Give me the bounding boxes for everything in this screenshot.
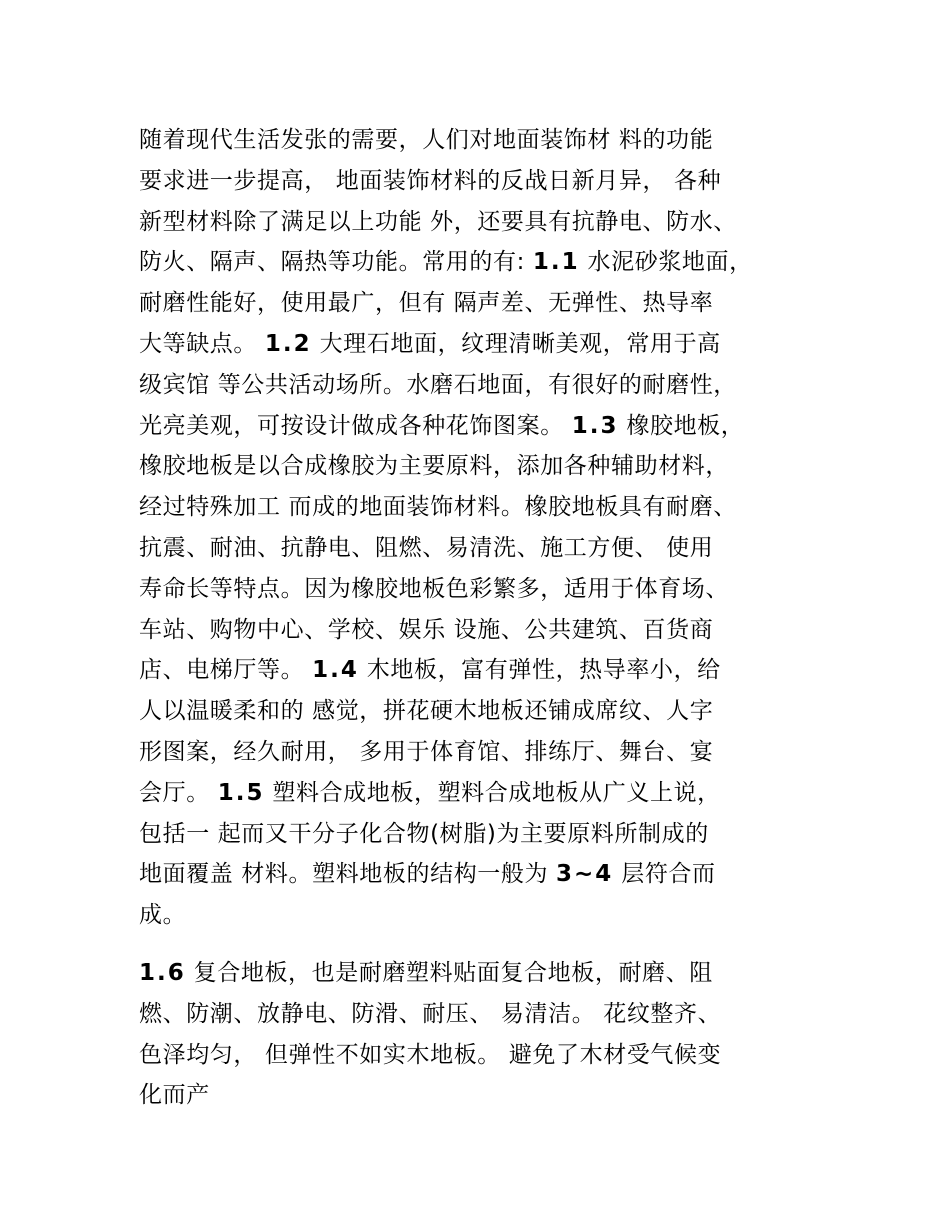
text-run: 色泽均匀， 但弹性不如实木地板。 避免了木材受气候变 [139,1041,722,1068]
text-run: 寿命长等特点。因为橡胶地板色彩繁多，适用于体育场、 [139,575,729,602]
text-line [139,994,839,1035]
text-run: 燃、防潮、放静电、防滑、耐压、 易清洁。 花纹整齐、 [139,1000,722,1027]
text-line [139,895,839,936]
text-run: 塑料合成地板，塑料合成地板从广义上说， [264,779,721,806]
text-run: 车站、购物中心、学校、娱乐 设施、公共建筑、百货商 [139,616,714,643]
text-run: 光亮美观，可按设计做成各种花饰图案。 [139,412,572,439]
text-run: 地面覆盖 材料。塑料地板的结构一般为 [139,861,557,888]
text-run: 新型材料除了满足以上功能 外，还要具有抗静电、防水、 [139,208,737,235]
text-run: 形图案，经久耐用， 多用于体育馆、排练厅、舞台、宴 [139,738,714,765]
text-run: 复合地板，也是耐磨塑料贴面复合地板，耐磨、阻 [185,960,713,986]
text-run: 木地板，富有弹性，热导率小，给 [358,657,721,684]
text-run: 级宾馆 等公共活动场所。水磨石地面，有很好的耐磨性， [139,371,737,398]
text-line [139,773,839,814]
section-number: 1.2 [264,330,312,357]
text-run: 耐磨性能好，使用最广，但有 隔声差、无弹性、热导率 [139,290,714,317]
text-run: 人以温暖柔和的 感觉，拼花硬木地板还铺成席纹、人字 [139,698,714,725]
text-run: 层符合而 [613,861,716,888]
text-line [139,283,839,324]
section-number: 1.6 [139,960,186,986]
text-run: 橡胶地板是以合成橡胶为主要原料，添加各种辅助材料， [139,453,729,480]
text-line [139,732,839,773]
text-line [139,406,839,447]
section-number: 1.4 [312,657,359,684]
text-run: 化而产 [139,1082,210,1109]
text-line [139,120,839,161]
text-line [139,324,839,365]
text-run: 会厅。 [139,779,218,806]
text-run: 随着现代生活发张的需要，人们对地面装饰材 料的功能 [139,127,714,153]
text-line [139,953,839,994]
text-run: 大理石地面，纹理清晰美观，常用于高 [311,330,721,357]
text-run: 大等缺点。 [139,330,265,357]
section-number: 1.3 [571,412,619,439]
text-run: 抗震、耐油、抗静电、阻燃、易清洗、施工方便、 使用 [139,534,714,561]
text-line [139,814,839,855]
text-run: 成。 [139,902,187,929]
text-line [139,487,839,528]
text-run: 水泥砂浆地面， [579,249,753,276]
text-line [139,854,839,895]
section-number: 3~4 [556,861,614,888]
text-line [139,691,839,732]
paragraph-1 [139,120,839,936]
text-run: 经过特殊加工 而成的地面装饰材料。橡胶地板具有耐磨、 [139,494,737,521]
paragraph-2 [139,953,839,1116]
text-run: 防火、隔声、隔热等功能。常用的有: [139,249,533,276]
text-line [139,528,839,569]
text-line [139,365,839,406]
text-line [139,446,839,487]
text-run: 橡胶地板， [618,412,745,439]
text-line [139,242,839,283]
text-line [139,569,839,610]
text-line [139,161,839,202]
text-line [139,1035,839,1076]
text-line [139,202,839,243]
text-line [139,610,839,651]
text-run: 包括一 起而又干分子化合物(树脂)为主要原料所制成的 [139,820,709,847]
text-run: 要求进一步提高， 地面装饰材料的反战日新月异， 各种 [139,167,722,194]
section-number: 1.1 [532,249,580,276]
text-run: 店、电梯厅等。 [139,657,313,684]
text-line [139,1075,839,1116]
section-number: 1.5 [217,779,265,806]
text-line [139,650,839,691]
